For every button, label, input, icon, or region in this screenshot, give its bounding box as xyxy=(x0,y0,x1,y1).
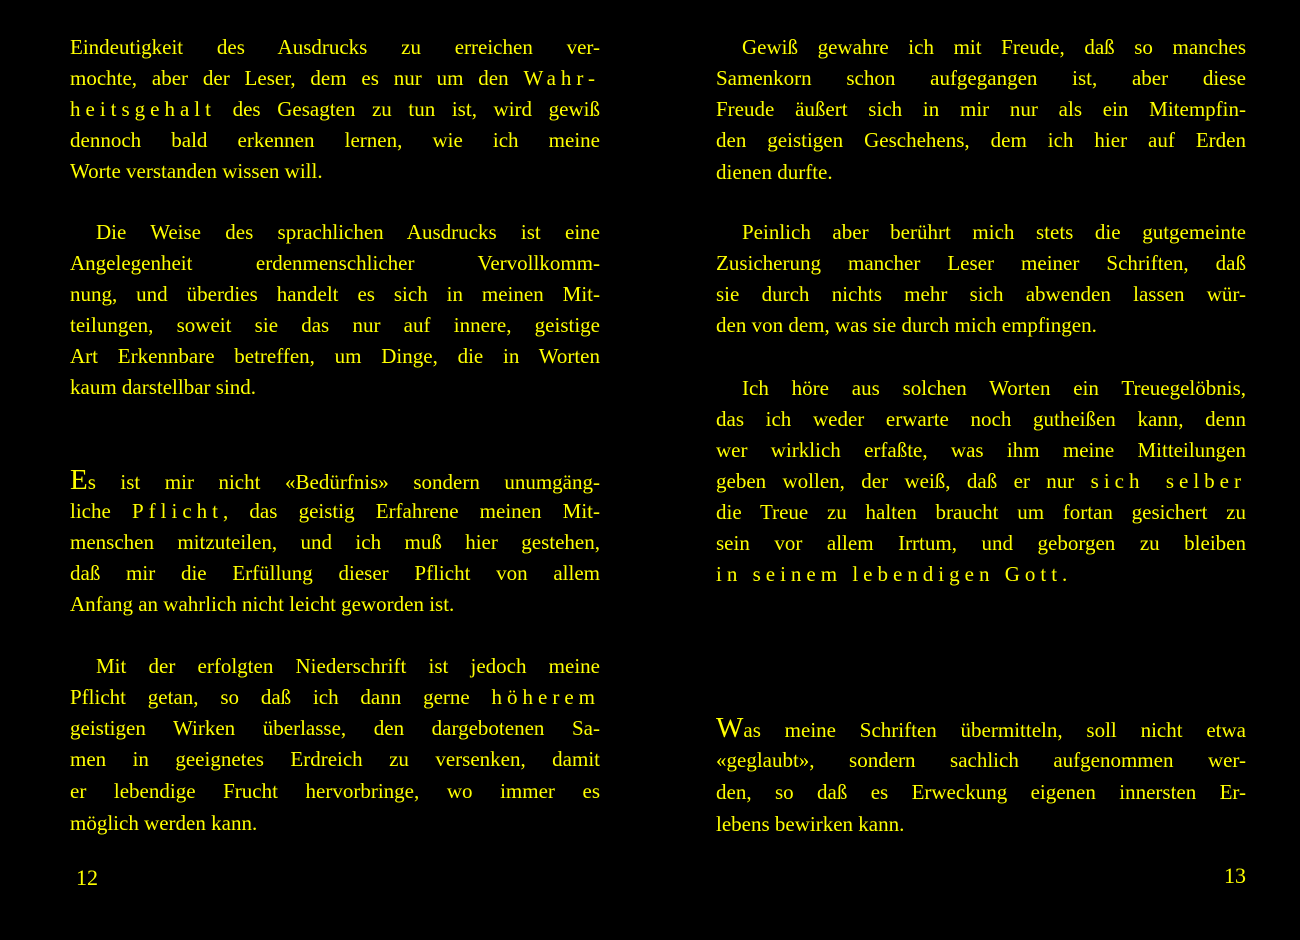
left-page xyxy=(70,0,600,940)
spaced-emphasis: Pflicht xyxy=(131,499,223,523)
text-line: den geistigen Geschehens, dem ich hier auf Erden xyxy=(716,128,1246,152)
initial-letter: E xyxy=(70,464,88,496)
text-line: Angelegenheit erdenmenschlicher Vervollkomm- xyxy=(70,251,600,275)
text-line: Zusicherung mancher Leser meiner Schriften, daß xyxy=(716,251,1246,275)
text-fragment: des Gesagten zu tun ist, wird gewiß xyxy=(215,97,600,121)
text-line: «geglaubt», sondern sachlich aufgenommen wer- xyxy=(716,748,1246,772)
spaced-emphasis: heitsgehalt xyxy=(70,97,216,121)
text-line xyxy=(70,464,600,496)
text-line: möglich werden kann. xyxy=(70,811,258,835)
text-line: wer wirklich erfaßte, was ihm meine Mitteilungen xyxy=(716,438,1246,462)
text-line: Samenkorn schon aufgegangen ist, aber diese xyxy=(716,66,1246,90)
spaced-emphasis: höherem xyxy=(491,685,600,709)
spaced-emphasis: Wahr- xyxy=(523,66,600,90)
text-fragment: as meine Schriften übermitteln, soll nicht etwa xyxy=(743,718,1246,742)
text-fragment: liche xyxy=(70,499,132,523)
page-number: 13 xyxy=(1224,863,1246,888)
text-line: Ich höre aus solchen Worten ein Treuegelöbnis, xyxy=(742,376,1246,400)
spaced-emphasis: sich selber xyxy=(1090,469,1246,493)
text-line: daß mir die Erfüllung dieser Pflicht von allem xyxy=(70,561,600,585)
text-line xyxy=(70,499,600,523)
text-line: Mit der erfolgten Niederschrift ist jedoch meine xyxy=(96,654,600,678)
text-fragment: Pflicht getan, so daß ich dann gerne xyxy=(70,685,492,709)
spaced-emphasis: in seinem lebendigen Gott. xyxy=(716,562,1073,586)
right-page xyxy=(716,0,1246,940)
text-line: nung, und überdies handelt es sich in meinen Mit- xyxy=(70,282,600,306)
text-line: sein vor allem Irrtum, und geborgen zu bleiben xyxy=(716,531,1246,555)
text-line: men in geeignetes Erdreich zu versenken, damit xyxy=(70,747,600,771)
initial-letter: W xyxy=(716,712,744,744)
text-line xyxy=(716,562,1246,586)
text-fragment: , das geistig Erfahrene meinen Mit- xyxy=(222,499,600,523)
text-line: dienen durfte. xyxy=(716,160,833,184)
text-line: kaum darstellbar sind. xyxy=(70,375,257,399)
text-line: Freude äußert sich in mir nur als ein Mitempfin- xyxy=(716,97,1246,121)
text-line: das ich weder erwarte noch gutheißen kann, denn xyxy=(716,407,1246,431)
page-number: 12 xyxy=(76,865,98,890)
text-line: lebens bewirken kann. xyxy=(716,812,905,836)
text-fragment: s ist mir nicht «Bedürfnis» sondern unumgäng- xyxy=(87,470,600,494)
text-line: teilungen, soweit sie das nur auf innere, geistige xyxy=(70,313,600,337)
text-fragment: mochte, aber der Leser, dem es nur um den xyxy=(70,66,524,90)
text-line: dennoch bald erkennen lernen, wie ich meine xyxy=(70,128,600,152)
text-fragment: geben wollen, der weiß, daß er nur xyxy=(716,469,1091,493)
text-line: Art Erkennbare betreffen, um Dinge, die in Worten xyxy=(70,344,600,368)
text-line: Gewiß gewahre ich mit Freude, daß so manches xyxy=(742,35,1246,59)
text-line: Die Weise des sprachlichen Ausdrucks ist eine xyxy=(96,220,600,244)
text-line xyxy=(70,685,600,709)
text-line xyxy=(70,97,600,121)
text-line: menschen mitzuteilen, und ich muß hier gestehen, xyxy=(70,530,600,554)
text-line xyxy=(716,712,1246,744)
text-line: geistigen Wirken überlasse, den dargebotenen Sa- xyxy=(70,716,600,740)
text-line: Worte verstanden wissen will. xyxy=(70,159,323,183)
text-line: Peinlich aber berührt mich stets die gutgemeinte xyxy=(742,220,1246,244)
text-line: sie durch nichts mehr sich abwenden lassen wür- xyxy=(716,282,1246,306)
text-line xyxy=(70,66,600,90)
text-line xyxy=(716,469,1246,493)
text-line: die Treue zu halten braucht um fortan gesichert zu xyxy=(716,500,1246,524)
text-line: den von dem, was sie durch mich empfingen. xyxy=(716,313,1097,337)
text-line: den, so daß es Erweckung eigenen innersten Er- xyxy=(716,780,1246,804)
text-line: Eindeutigkeit des Ausdrucks zu erreichen ver- xyxy=(70,35,600,59)
text-line: Anfang an wahrlich nicht leicht geworden ist. xyxy=(70,592,455,616)
text-line: er lebendige Frucht hervorbringe, wo immer es xyxy=(70,779,600,803)
